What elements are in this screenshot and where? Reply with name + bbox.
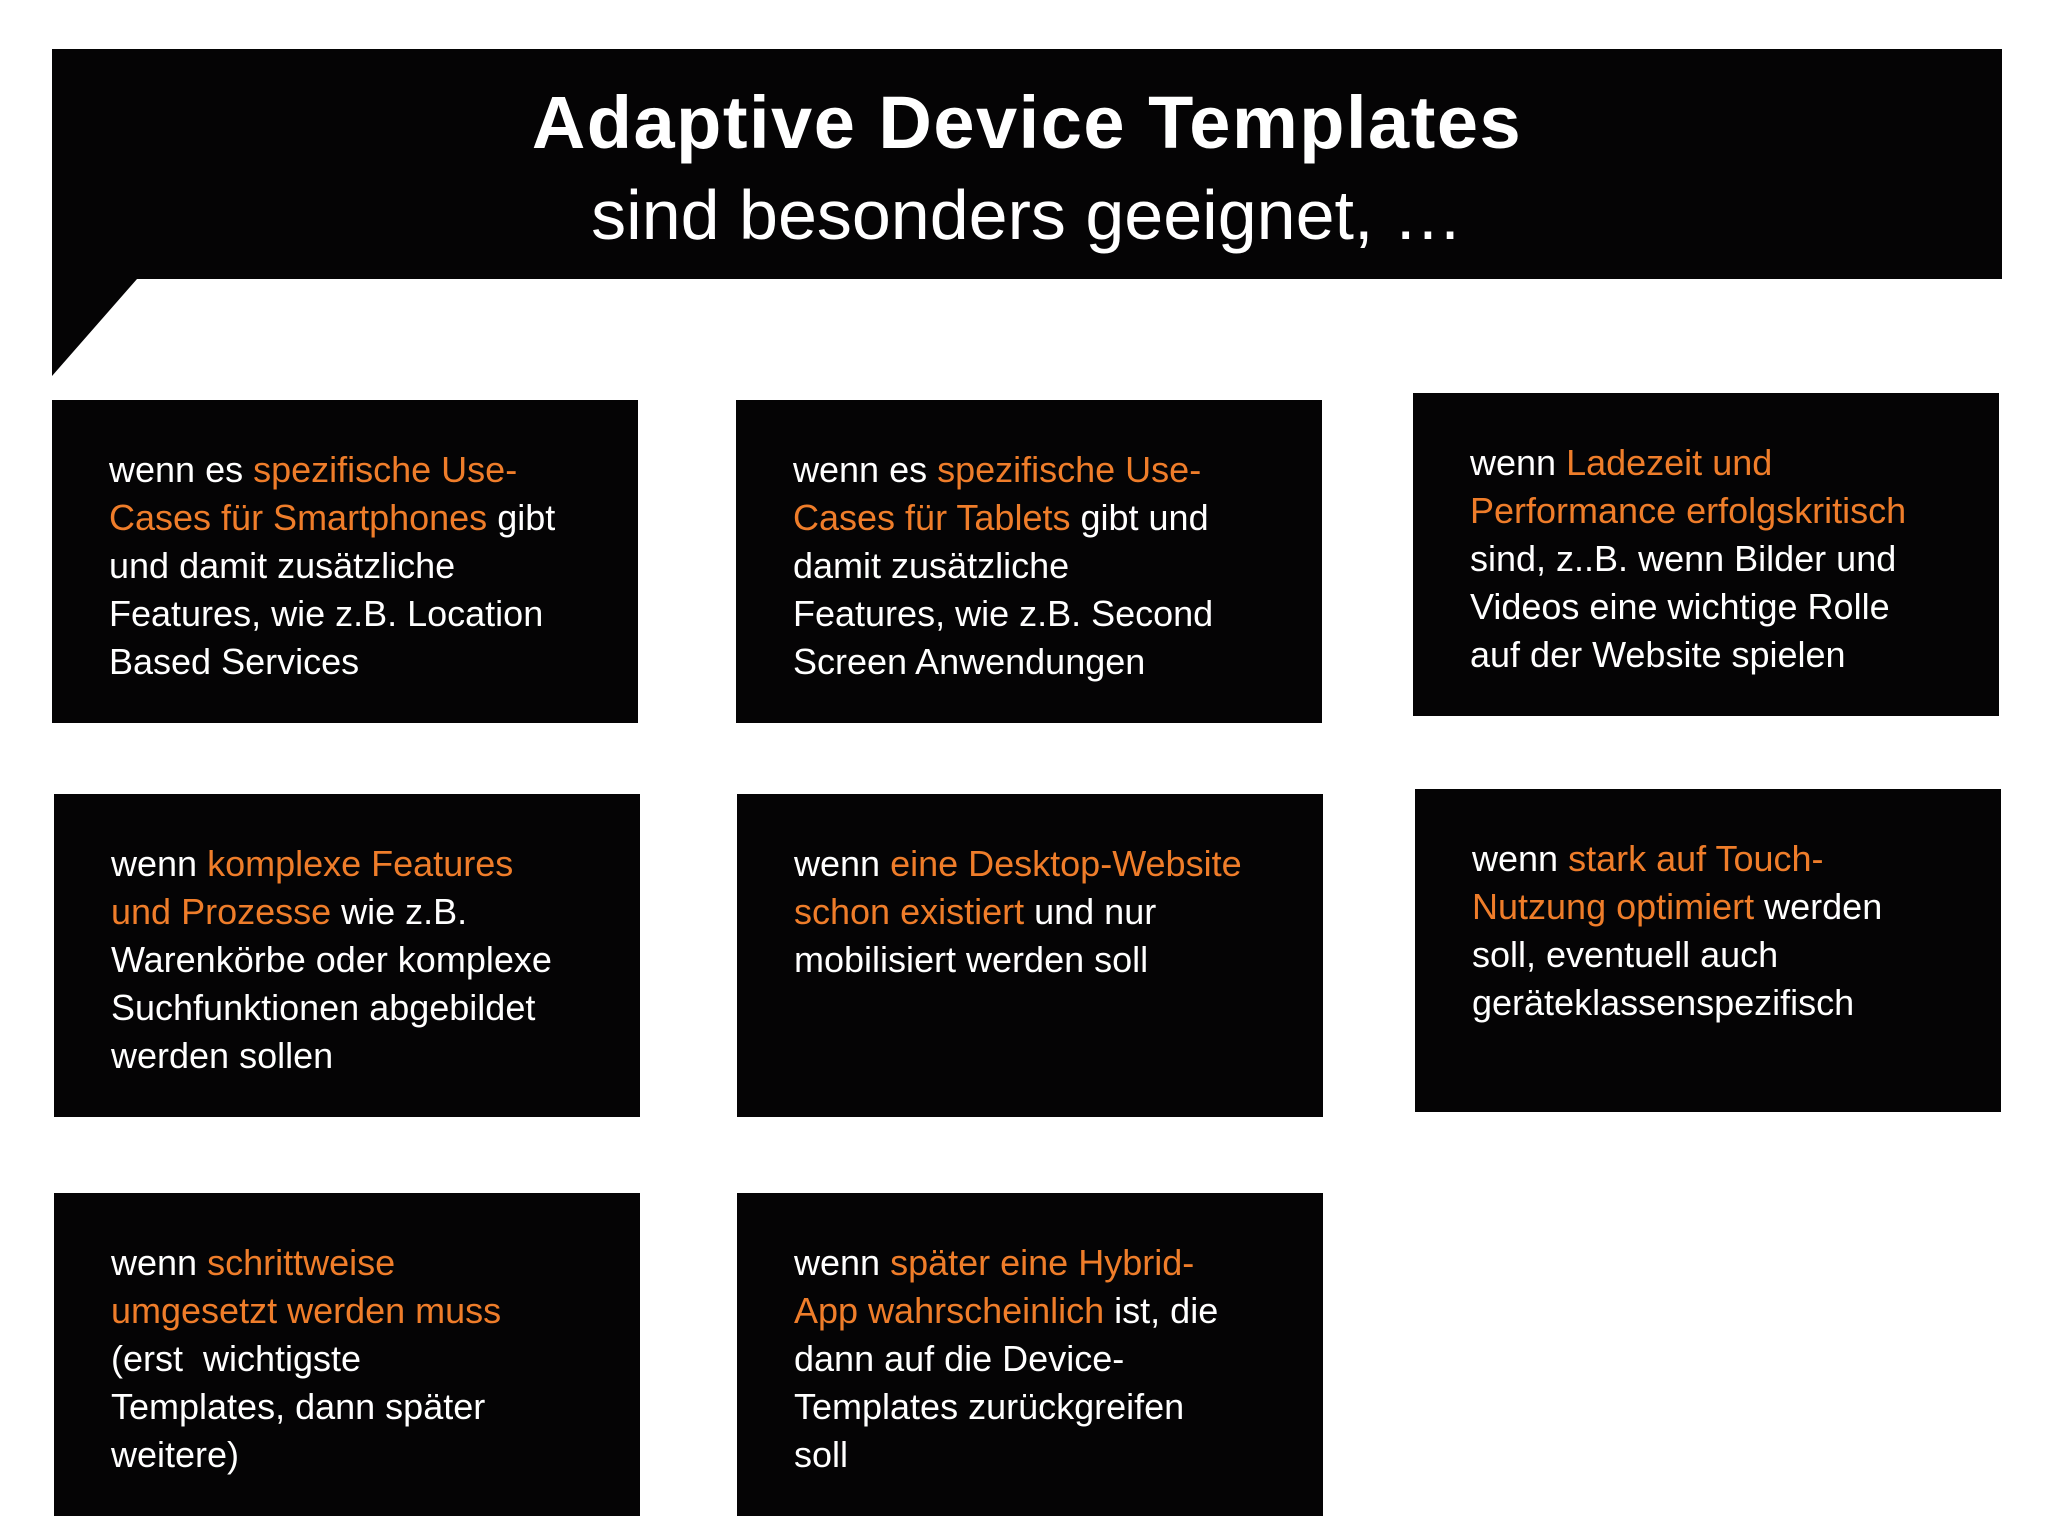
criterion-text [111, 840, 631, 1080]
criterion-card-complex-features [54, 794, 640, 1117]
text-segment: wenn [794, 1242, 891, 1283]
criterion-text [1472, 835, 1992, 1027]
text-segment: ist, die dann auf die Device- Templates zurückgreifen soll [794, 1290, 1219, 1475]
highlight-segment: schrittweise umgesetzt werden muss [111, 1242, 502, 1331]
text-segment: sind, z..B. wenn Bilder und Videos eine wichtige Rolle auf der Website spielen [1470, 538, 1897, 675]
text-segment: gibt und damit zusätzliche Features, wie z.B. Second Screen Anwendungen [793, 497, 1214, 682]
text-segment: und nur mobilisiert werden soll [794, 891, 1157, 980]
text-segment: (erst wichtigste Templates, dann später weitere) [111, 1338, 486, 1475]
text-segment: werden soll, eventuell auch geräteklassenspezifisch [1472, 886, 1883, 1023]
text-segment: wenn [111, 1242, 208, 1283]
text-segment: wenn [1470, 442, 1567, 483]
criterion-text [111, 1239, 631, 1479]
text-segment: wenn [111, 843, 208, 884]
criterion-text [793, 446, 1313, 686]
criterion-card-performance [1413, 393, 1999, 716]
criterion-text [1470, 439, 1990, 679]
text-segment: wenn es [109, 449, 254, 490]
criterion-card-desktop-website [737, 794, 1323, 1117]
text-segment: wie z.B. Warenkörbe oder komplexe Suchfunktionen abgebildet werden sollen [111, 891, 552, 1076]
header [52, 49, 2002, 279]
highlight-segment: komplexe Features und Prozesse [111, 843, 514, 932]
text-segment: gibt und damit zusätzliche Features, wie z.B. Location Based Services [109, 497, 556, 682]
criterion-text [109, 446, 629, 686]
criterion-text [794, 1239, 1314, 1479]
criterion-card-smartphones [52, 400, 638, 723]
highlight-segment: spezifische Use- Cases für Smartphones [109, 449, 518, 538]
criterion-card-tablets [736, 400, 1322, 723]
page-subtitle: sind besonders geeignet, … [591, 176, 1463, 254]
page-title: Adaptive Device Templates [531, 81, 1523, 164]
text-segment: wenn es [793, 449, 938, 490]
highlight-segment: stark auf Touch- Nutzung optimiert [1472, 838, 1824, 927]
highlight-segment: spezifische Use- Cases für Tablets [793, 449, 1202, 538]
text-segment: wenn [794, 843, 891, 884]
highlight-segment: später eine Hybrid- App wahrscheinlich [794, 1242, 1195, 1331]
criterion-card-touch [1415, 789, 2001, 1112]
criterion-card-hybrid-app [737, 1193, 1323, 1516]
highlight-segment: Ladezeit und Performance erfolgskritisch [1470, 442, 1907, 531]
text-segment: wenn [1472, 838, 1569, 879]
criterion-card-stepwise [54, 1193, 640, 1516]
highlight-segment: eine Desktop-Website schon existiert [794, 843, 1242, 932]
criterion-text [794, 840, 1314, 984]
